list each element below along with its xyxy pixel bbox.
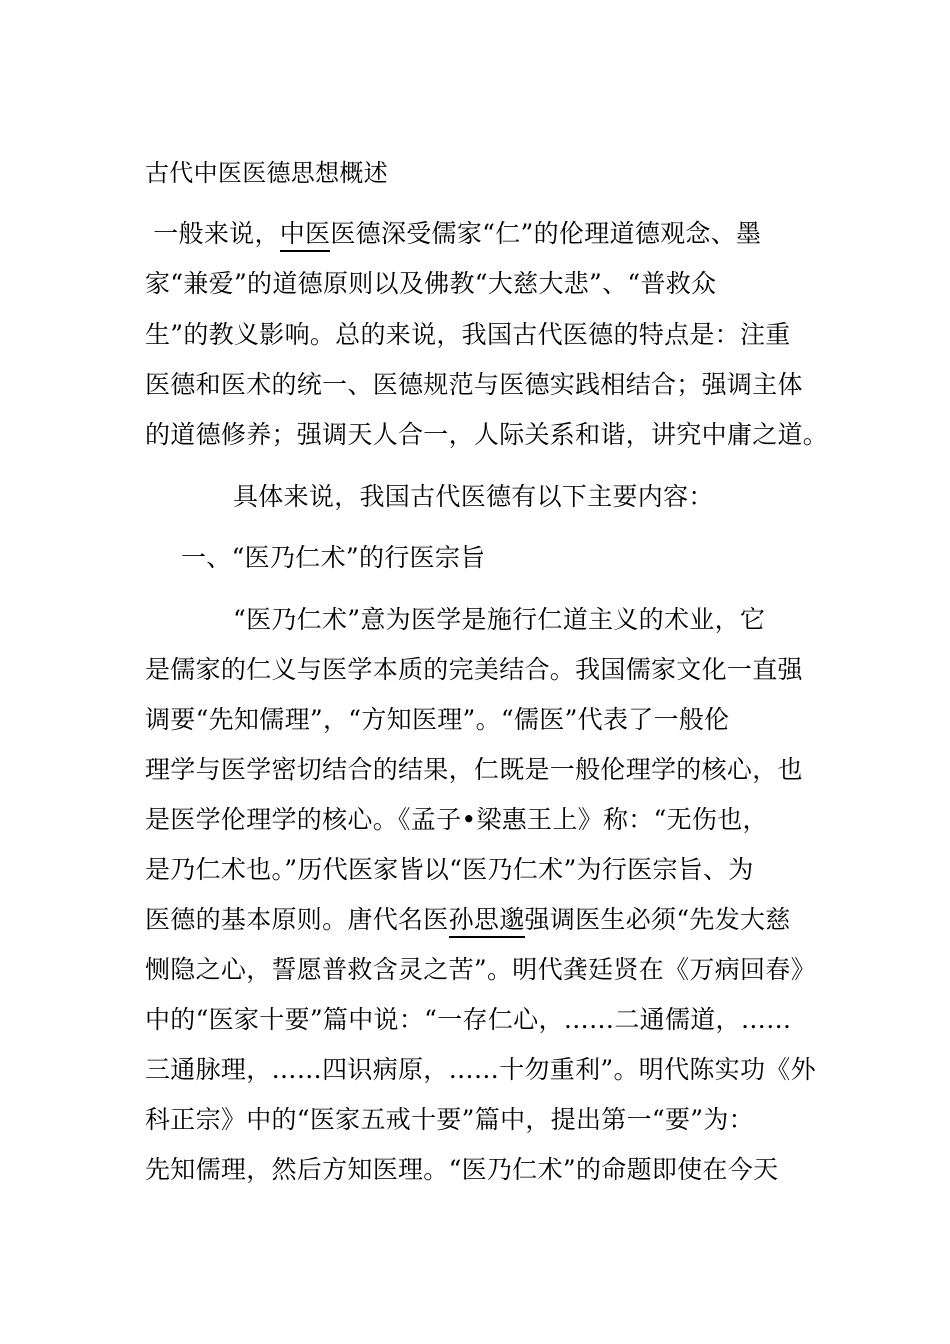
section-1-line-6: 是乃仁术也。”历代医家皆以“医乃仁术”为行医宗旨、为	[145, 855, 754, 884]
section-1-line-11: 科正宗》中的“医家五戒十要”篇中，提出第一“要”为：	[145, 1105, 754, 1134]
section-1-line-7-start: 医德的基本原则。唐代名医	[145, 905, 449, 934]
document-title: 古代中医医德思想概述	[145, 159, 388, 187]
section-1-line-3: 调要“先知儒理”，“方知医理”。“儒医”代表了一般伦	[145, 705, 730, 734]
section-1-line-8: 恻隐之心，誓愿普救含灵之苦”。明代龚廷贤在《万病回春》	[145, 955, 816, 984]
section-1-line-4: 理学与医学密切结合的结果，仁既是一般伦理学的核心，也	[145, 755, 803, 784]
section-1-line-7-end: 强调医生必须“先发大慈	[524, 905, 791, 934]
intro-line-1-start: 一般来说，	[145, 219, 280, 248]
section-1-line-9: 中的“医家十要”篇中说：“一存仁心，……二通儒道，……	[145, 1005, 792, 1034]
intro-line-1-end: 医德深受儒家“仁”的伦理道德观念、墨	[330, 219, 762, 248]
lead-paragraph: 具体来说，我国古代医德有以下主要内容：	[233, 482, 714, 511]
section-1-line-5: 是医学伦理学的核心。《孟子•梁惠王上》称：“无伤也，	[145, 805, 768, 834]
section-1-heading: 一、“医乃仁术”的行医宗旨	[181, 543, 486, 572]
intro-line-4: 医德和医术的统一、医德规范与医德实践相结合；强调主体	[145, 370, 803, 399]
section-1-line-2: 是儒家的仁义与医学本质的完美结合。我国儒家文化一直强	[145, 655, 803, 684]
section-1-line-10: 三通脉理，……四识病原，……十勿重利”。明代陈实功《外	[145, 1055, 816, 1084]
underlined-term-zhongyi: 中医	[280, 219, 331, 252]
underlined-name-sun-simiao: 孙思邈	[449, 905, 525, 938]
section-1-line-12: 先知儒理，然后方知医理。“医乃仁术”的命题即使在今天	[145, 1155, 779, 1184]
section-1-line-7	[145, 905, 791, 935]
intro-line-2: 家“兼爱”的道德原则以及佛教“大慈大悲”、“普救众	[145, 269, 717, 298]
intro-line-5: 的道德修养；强调天人合一，人际关系和谐，讲究中庸之道。	[145, 420, 829, 449]
section-1-line-1: “医乃仁术”意为医学是施行仁道主义的术业，它	[233, 605, 766, 634]
intro-line-3: 生”的教义影响。总的来说，我国古代医德的特点是：注重	[145, 320, 791, 349]
intro-line-1	[145, 219, 761, 249]
